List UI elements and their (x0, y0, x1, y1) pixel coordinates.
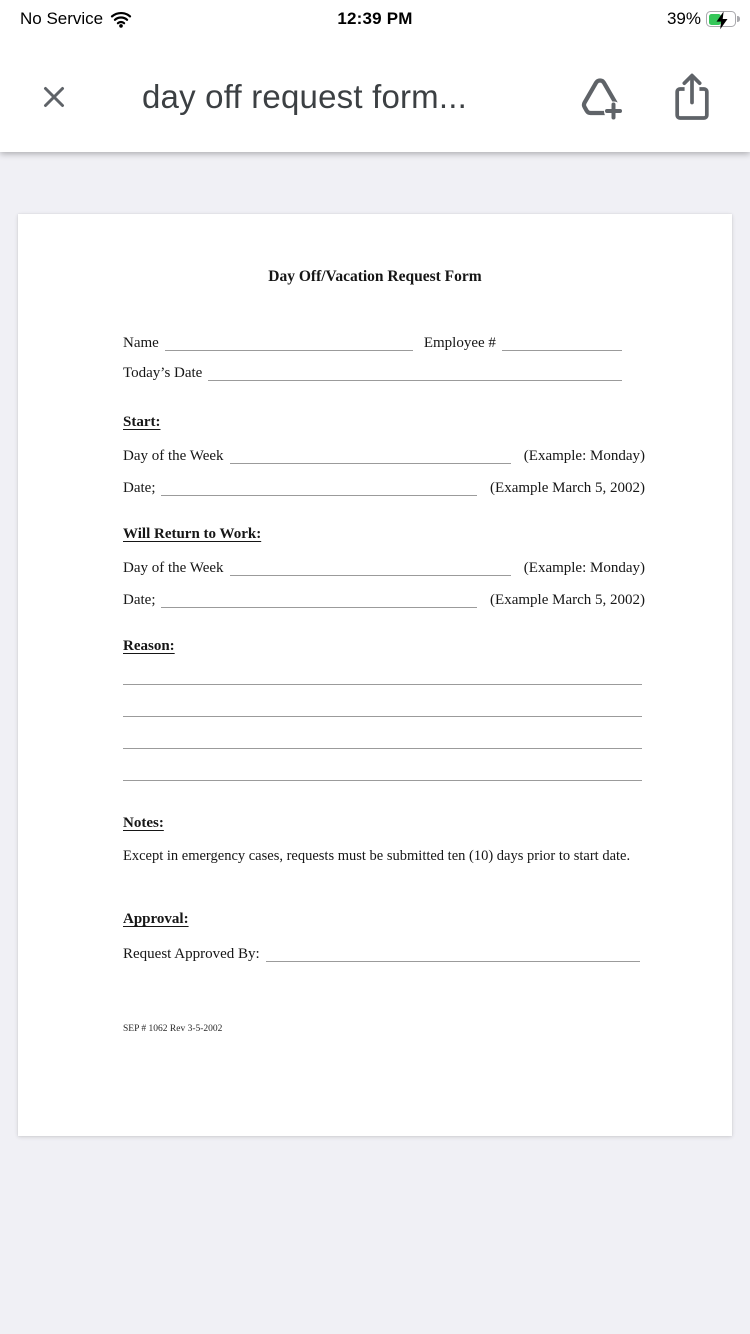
name-underline (165, 350, 413, 351)
app-header (0, 42, 750, 152)
day-of-week-example: (Example: Monday) (523, 559, 645, 576)
date-example: (Example March 5, 2002) (490, 591, 645, 608)
date-underline (161, 607, 477, 608)
battery-percent-label: 39% (666, 9, 701, 28)
todays-date-row (123, 363, 622, 381)
day-of-week-example: (Example: Monday) (523, 447, 645, 464)
employee-number-underline (502, 350, 622, 351)
request-approved-by-label: Request Approved By: (123, 945, 260, 962)
notes-text: Except in emergency cases, requests must be submitted ten (10) days prior to start date. (123, 848, 631, 864)
request-approved-by-row (123, 944, 640, 962)
day-of-week-underline (230, 463, 511, 464)
date-label: Date; (123, 591, 156, 608)
battery-charging-icon (706, 11, 740, 28)
reason-section-heading: Reason: (123, 638, 175, 654)
start-section-heading: Start: (123, 414, 161, 430)
add-to-drive-button[interactable] (576, 73, 624, 121)
start-day-of-week-row (123, 446, 645, 464)
share-icon (671, 71, 713, 123)
name-label: Name (123, 334, 159, 351)
document-viewer[interactable] (0, 152, 750, 1334)
reason-blank-line (123, 716, 642, 717)
day-of-week-underline (230, 575, 511, 576)
notes-section-heading: Notes: (123, 815, 164, 831)
status-bar (0, 0, 750, 42)
return-day-of-week-row (123, 558, 645, 576)
employee-number-label: Employee # (423, 334, 496, 351)
name-employee-row (123, 333, 622, 351)
reason-blank-line (123, 748, 642, 749)
todays-date-label: Today’s Date (123, 364, 203, 381)
close-icon (38, 81, 70, 113)
share-button[interactable] (670, 71, 714, 123)
close-button[interactable] (36, 79, 72, 115)
date-underline (161, 495, 477, 496)
carrier-label: No Service (20, 9, 104, 28)
top-chrome (0, 0, 750, 152)
request-approved-by-underline (266, 961, 640, 962)
pdf-page (18, 214, 732, 1136)
date-example: (Example March 5, 2002) (490, 479, 645, 496)
approval-section-heading: Approval: (123, 911, 189, 927)
date-label: Date; (123, 479, 156, 496)
form-title: Day Off/Vacation Request Form (268, 268, 482, 285)
clock: 12:39 PM (337, 9, 413, 28)
document-title: day off request form... (142, 78, 467, 115)
add-to-drive-icon (576, 73, 624, 121)
todays-date-underline (208, 380, 622, 381)
reason-blank-line (123, 684, 642, 685)
start-date-row (123, 478, 645, 496)
return-section-heading: Will Return to Work: (123, 526, 262, 542)
return-date-row (123, 590, 645, 608)
day-of-week-label: Day of the Week (123, 447, 224, 464)
form-revision-footer: SEP # 1062 Rev 3-5-2002 (123, 1024, 223, 1034)
reason-blank-line (123, 780, 642, 781)
day-of-week-label: Day of the Week (123, 559, 224, 576)
